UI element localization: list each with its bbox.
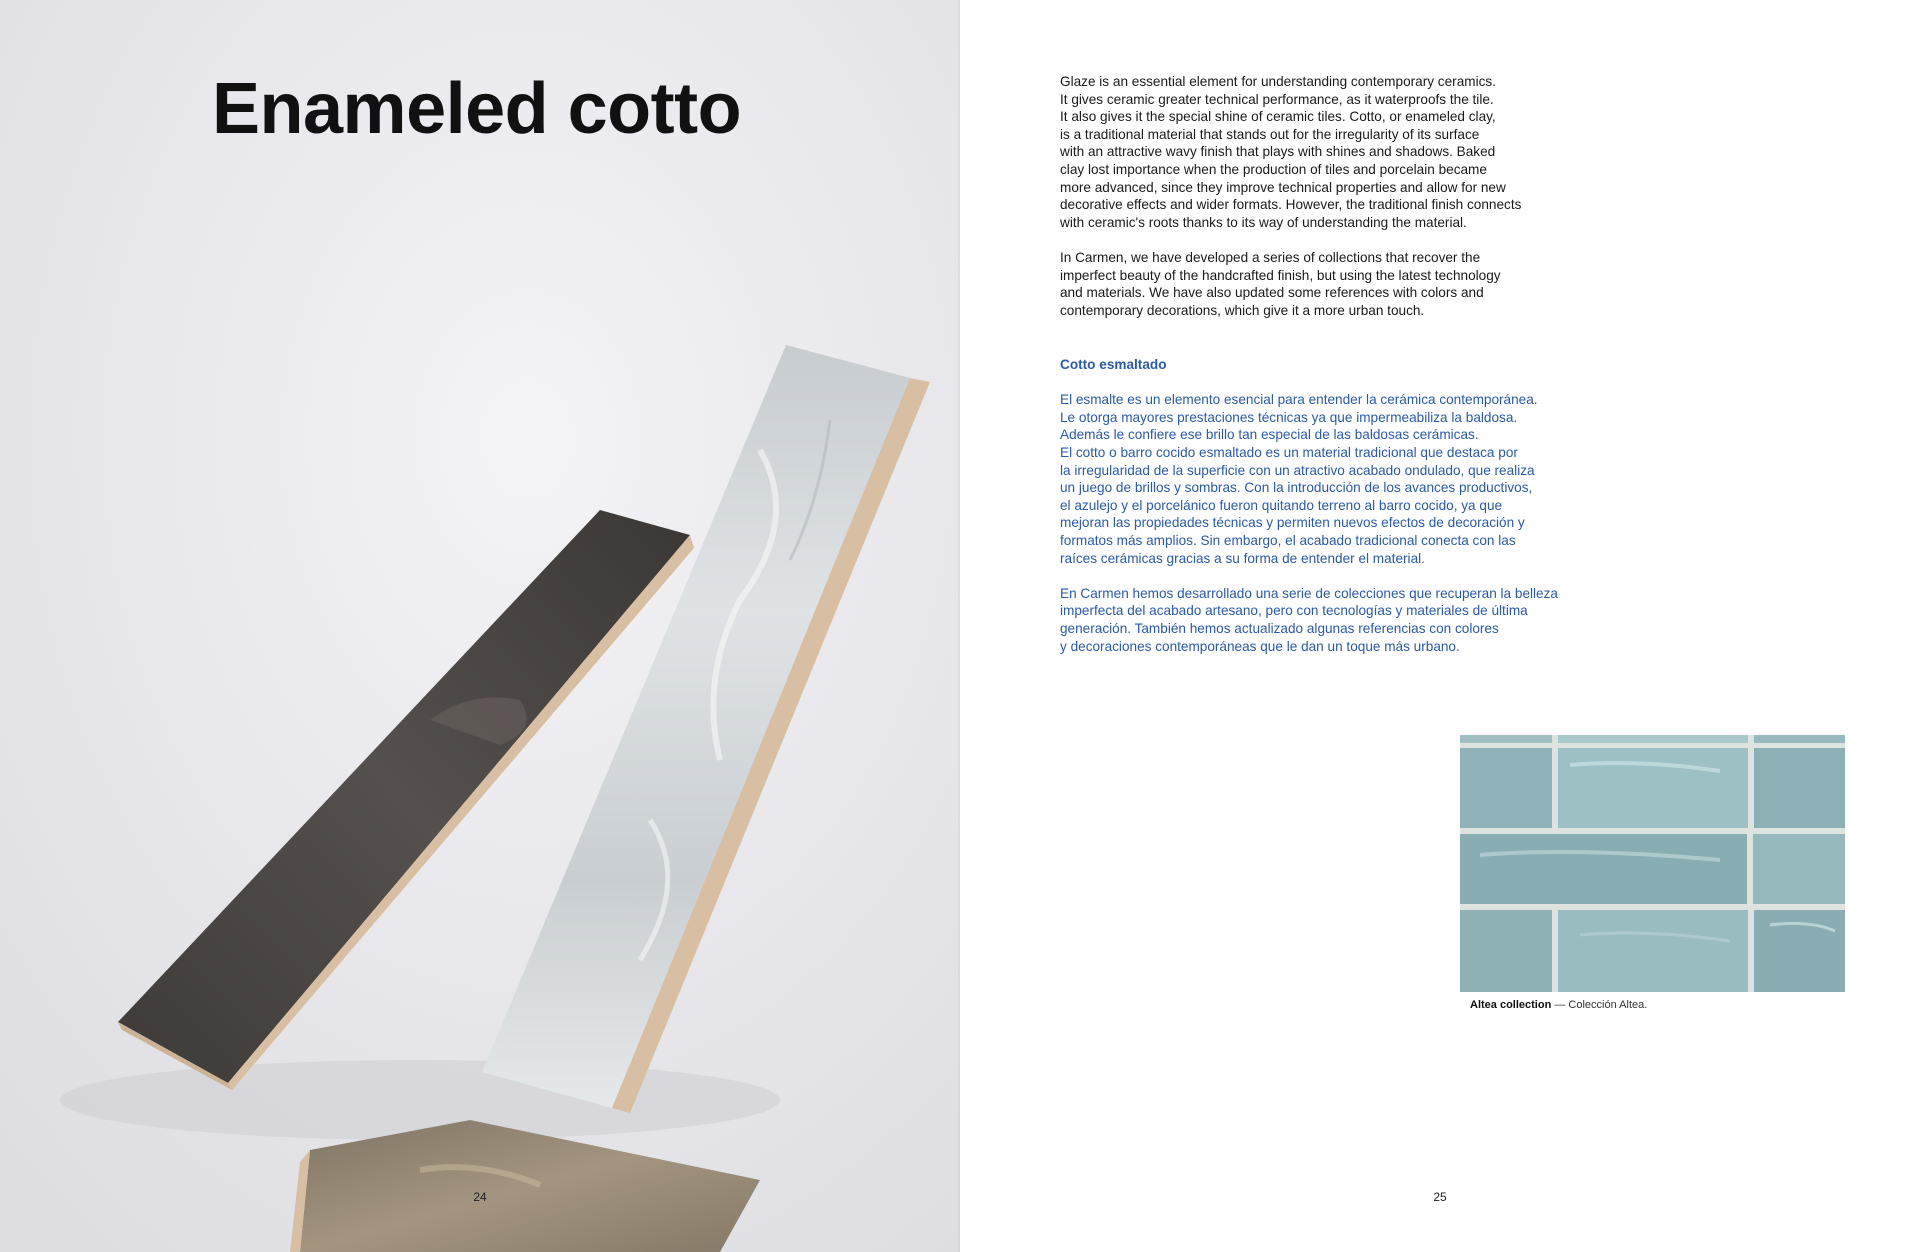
spanish-paragraph: En Carmen hemos desarrollado una serie de colecciones que recuperan la belleza imperfecta del acabado artesano, pero con tecnologías y materiales de última generación. También hemos actualizado algunas referencias con colores y decoraciones contemporáneas que le dan un toque más urbano. xyxy=(1060,585,1558,654)
spanish-heading: Cotto esmaltado xyxy=(1060,357,1167,372)
page-number-right: 25 xyxy=(1433,1190,1447,1204)
image-caption xyxy=(1470,999,1647,1011)
english-paragraph: In Carmen, we have developed a series of collections that recover the imperfect beauty of the handcrafted finish, but using the latest technology and materials. We have also updated some references with colors and contemporary decorations, which give it a more urban touch. xyxy=(1060,249,1501,318)
caption-rest: — Colección Altea. xyxy=(1551,999,1648,1011)
spanish-paragraph: El esmalte es un elemento esencial para entender la cerámica contemporánea. Le otorga mayores prestaciones técnicas ya que impermeabiliza la baldosa. Además le confiere ese brillo tan especial de las baldosas cerámicas. El cotto o barro cocido esmaltado es un material tradicional que destaca por la irregularidad de la superficie con un atractivo acabado ondulado, que realiza un juego de brillos y sombras. Con la introducción de los avances productivos, el azulejo y el porcelánico fueron quitando terreno al barro cocido, ya que mejoran las propiedades técnicas y permiten nuevos efectos de decoración y formatos más amplios. Sin embargo, el acabado tradicional conecta con las raíces cerámicas gracias a su forma de entender el material. xyxy=(1060,392,1538,566)
english-text xyxy=(1060,73,1600,337)
english-paragraph: Glaze is an essential element for understanding contemporary ceramics. It gives ceramic greater technical performance, as it waterproofs the tile. It also gives it the special shine of ceramic tiles. Cotto, or enameled clay, is a traditional material that stands out for the irregularity of its surface with an attractive wavy finish that plays with shines and shadows. Baked clay lost importance when the production of tiles and porcelain became more advanced, since they improve technical properties and allow for new decorative effects and wider formats. However, the traditional finish connects with ceramic's roots thanks to its way of understanding the material. xyxy=(1060,74,1522,230)
spanish-text xyxy=(1060,356,1600,673)
caption-bold: Altea collection xyxy=(1470,999,1552,1011)
page-title: Enameled cotto xyxy=(212,69,742,149)
altea-blue-tile-wall-photo xyxy=(1460,735,1845,992)
page-number-left: 24 xyxy=(473,1190,487,1204)
